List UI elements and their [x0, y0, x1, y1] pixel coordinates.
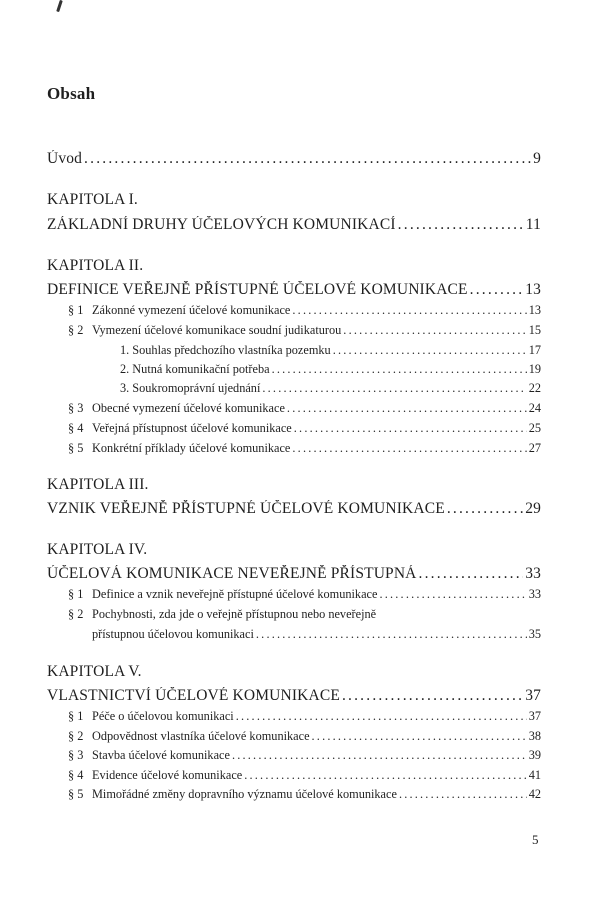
dot-leader: [294, 421, 527, 436]
section-number: § 3: [68, 748, 84, 762]
toc-chapter-2: [47, 281, 541, 299]
dot-leader: [398, 216, 524, 234]
section-number: § 4: [68, 768, 84, 782]
chapter-label: KAPITOLA III.: [47, 476, 149, 493]
section-title-line: Pochybnosti, zda jde o veřejně přístupnou nebo neveřejně: [92, 607, 377, 621]
subsection-title: 3. Soukromoprávní ujednání: [120, 381, 261, 395]
dot-leader: [312, 729, 527, 744]
dot-leader: [272, 362, 527, 377]
toc-subsection: [120, 381, 541, 396]
dot-leader: [287, 401, 527, 416]
dot-leader: [236, 709, 527, 724]
section-number: § 5: [68, 441, 84, 455]
toc-section: [92, 421, 541, 436]
section-page: 15: [528, 323, 541, 337]
toc-entry-page: 9: [533, 150, 541, 167]
chapter-title: VZNIK VEŘEJNĚ PŘÍSTUPNÉ ÚČELOVÉ KOMUNIKACE: [47, 500, 445, 517]
subsection-title: 2. Nutná komunikační potřeba: [120, 362, 270, 376]
section-page: 27: [528, 441, 541, 455]
dot-leader: [262, 381, 526, 396]
section-page: 33: [528, 587, 541, 601]
subsection-page: 22: [528, 381, 541, 395]
toc-chapter-4: [47, 565, 541, 583]
section-page: 41: [528, 768, 541, 782]
dot-leader: [399, 787, 527, 802]
section-page: 39: [528, 748, 541, 762]
toc-section: [92, 709, 541, 724]
chapter-label: KAPITOLA I.: [47, 191, 138, 208]
section-page: 42: [528, 787, 541, 801]
toc-subsection: [120, 343, 541, 358]
dot-leader: [84, 150, 531, 168]
toc-section: [92, 748, 541, 763]
toc-section: [92, 729, 541, 744]
section-number: § 4: [68, 421, 84, 435]
section-title: Péče o účelovou komunikaci: [92, 709, 234, 723]
subsection-page: 19: [528, 362, 541, 376]
chapter-title: ZÁKLADNÍ DRUHY ÚČELOVÝCH KOMUNIKACÍ: [47, 216, 396, 233]
section-title: Veřejná přístupnost účelové komunikace: [92, 421, 292, 435]
dot-leader: [256, 627, 527, 642]
section-title: Konkrétní příklady účelové komunikace: [92, 441, 291, 455]
toc-section: [92, 627, 541, 642]
chapter-label: KAPITOLA IV.: [47, 541, 148, 558]
dot-leader: [292, 303, 526, 318]
dot-leader: [292, 441, 526, 456]
section-title: Zákonné vymezení účelové komunikace: [92, 303, 291, 317]
toc-section: [92, 303, 541, 318]
ink-speck: [56, 0, 63, 12]
toc-entry-label: Úvod: [47, 150, 83, 167]
toc-entry-intro: [47, 150, 541, 168]
toc-section: [92, 323, 541, 338]
subsection-page: 17: [528, 343, 541, 357]
section-title: Stavba účelové komunikace: [92, 748, 230, 762]
section-number: § 1: [68, 587, 84, 601]
chapter-label: KAPITOLA II.: [47, 257, 144, 274]
chapter-page: 37: [525, 687, 541, 704]
section-number: § 1: [68, 303, 84, 317]
chapter-page: 33: [525, 565, 541, 582]
section-title: Definice a vznik neveřejně přístupné účelové komunikace: [92, 587, 378, 601]
dot-leader: [244, 768, 526, 783]
chapter-page: 13: [525, 281, 541, 298]
toc-section: [92, 587, 541, 602]
chapter-title: VLASTNICTVÍ ÚČELOVÉ KOMUNIKACE: [47, 687, 340, 704]
dot-leader: [342, 687, 523, 705]
toc-chapter-3: [47, 500, 541, 518]
toc-section: [92, 441, 541, 456]
chapter-title: DEFINICE VEŘEJNĚ PŘÍSTUPNÉ ÚČELOVÉ KOMUNIKACE: [47, 281, 468, 298]
chapter-title: ÚČELOVÁ KOMUNIKACE NEVEŘEJNĚ PŘÍSTUPNÁ: [47, 565, 417, 582]
section-number: § 2: [68, 729, 84, 743]
section-page: 35: [528, 627, 541, 641]
toc-section: [92, 787, 541, 802]
toc-chapter-5: [47, 687, 541, 705]
section-title: Odpovědnost vlastníka účelové komunikace: [92, 729, 310, 743]
chapter-label: KAPITOLA V.: [47, 663, 142, 680]
chapter-page: 11: [525, 216, 541, 233]
section-page: 25: [528, 421, 541, 435]
section-page: 37: [528, 709, 541, 723]
dot-leader: [232, 748, 527, 763]
section-number: § 3: [68, 401, 84, 415]
toc-chapter-1: [47, 216, 541, 234]
section-number: § 5: [68, 787, 84, 801]
dot-leader: [419, 565, 524, 583]
toc-section: [92, 401, 541, 416]
section-title: Vymezení účelové komunikace soudní judikaturou: [92, 323, 342, 337]
dot-leader: [379, 587, 526, 602]
page-title: Obsah: [47, 84, 96, 103]
dot-leader: [447, 500, 523, 518]
section-page: 24: [528, 401, 541, 415]
dot-leader: [470, 281, 524, 299]
section-title-line: přístupnou účelovou komunikaci: [92, 627, 254, 641]
subsection-title: 1. Souhlas předchozího vlastníka pozemku: [120, 343, 331, 357]
section-number: § 2: [68, 323, 84, 337]
section-title: Mimořádné změny dopravního významu účelové komunikace: [92, 787, 397, 801]
chapter-page: 29: [525, 500, 541, 517]
section-number: § 2: [68, 607, 84, 621]
toc-section: [92, 768, 541, 783]
toc-subsection: [120, 362, 541, 377]
section-number: § 1: [68, 709, 84, 723]
section-title: Evidence účelové komunikace: [92, 768, 243, 782]
dot-leader: [333, 343, 527, 358]
page-number: 5: [532, 832, 539, 847]
section-title: Obecné vymezení účelové komunikace: [92, 401, 285, 415]
section-page: 13: [528, 303, 541, 317]
dot-leader: [343, 323, 526, 338]
section-page: 38: [528, 729, 541, 743]
